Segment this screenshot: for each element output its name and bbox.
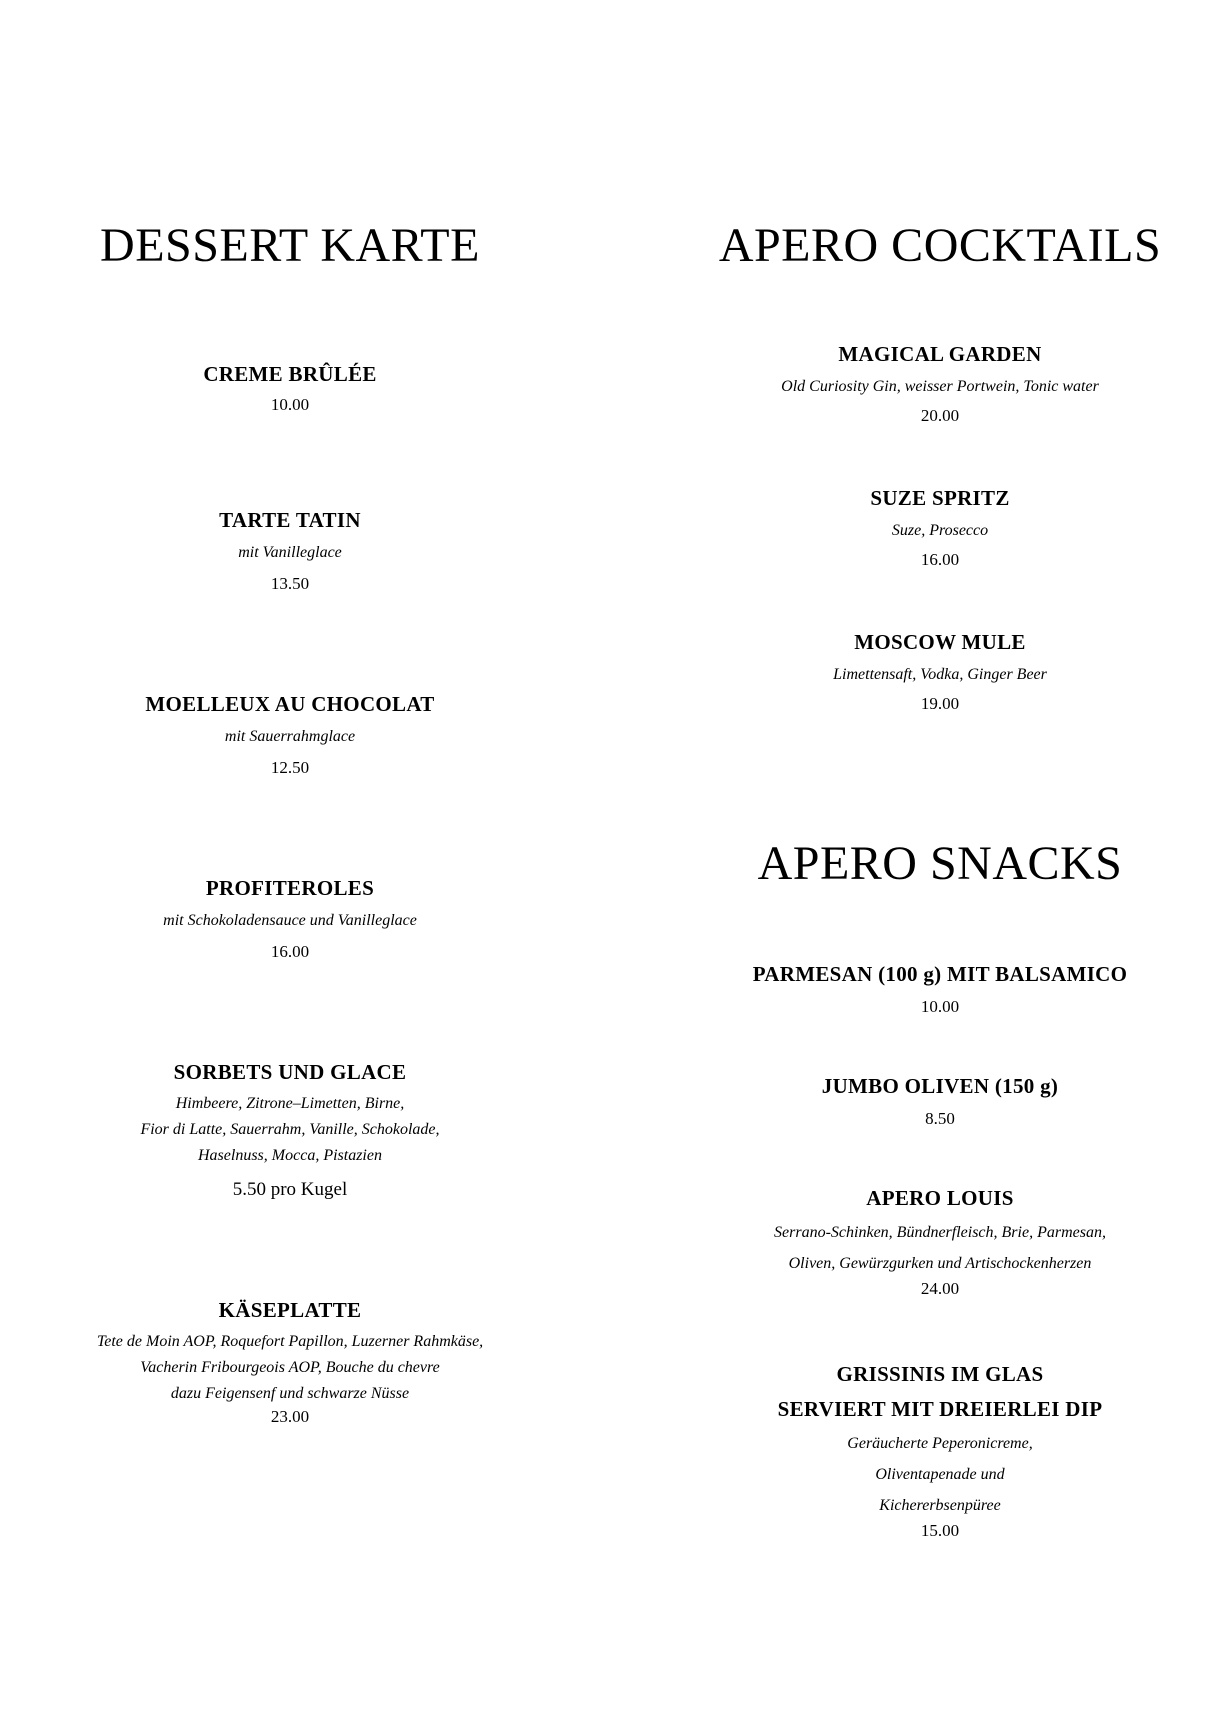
snacks-title: APERO SNACKS [757,837,1123,890]
item-name: PROFITEROLES [205,876,375,900]
item-name: MAGICAL GARDEN [838,342,1042,366]
apero-column [680,0,1200,1728]
item-description: Old Curiosity Gin, weisser Portwein, Tonic water [781,378,1099,396]
item-name-line: SERVIERT MIT DREIERLEI DIP [777,1397,1103,1422]
description-line: Tete de Moin AOP, Roquefort Papillon, Luzerner Rahmkäse, [96,1333,484,1351]
item-price: 10.00 [920,997,960,1017]
item-price: 16.00 [270,942,310,962]
menu-item-sorbets-und-glace [30,1060,550,1202]
item-price: 5.50 pro Kugel [232,1179,348,1201]
dessert-title: DESSERT KARTE [100,219,480,272]
menu-item-tarte-tatin [30,508,550,595]
description-line: Kichererbsenpüree [879,1497,1001,1515]
item-description [680,1428,1200,1521]
menu-item-moscow-mule [680,630,1200,715]
description-line: Geräucherte Peperonicreme, [847,1435,1033,1453]
menu-item-kaeseplatte [30,1298,550,1428]
description-line: Fior di Latte, Sauerrahm, Vanille, Schokolade, [140,1121,440,1139]
item-price: 19.00 [920,694,960,714]
item-description: mit Sauerrahmglace [224,728,356,746]
menu-item-magical-garden [680,342,1200,427]
item-description [680,1217,1200,1279]
item-name: TARTE TATIN [219,508,361,532]
item-name: SUZE SPRITZ [870,486,1010,510]
description-line: Serrano-Schinken, Bündnerfleisch, Brie, Parmesan, [774,1224,1106,1242]
menu-item-grissinis-im-glas [680,1362,1200,1542]
menu-item-moelleux-au-chocolat [30,692,550,779]
item-name: JUMBO OLIVEN (150 g) [821,1074,1059,1098]
description-line: Vacherin Fribourgeois AOP, Bouche du chevre [140,1359,440,1377]
item-price: 12.50 [270,758,310,778]
item-description: Suze, Prosecco [891,522,989,540]
item-price: 16.00 [920,550,960,570]
item-name: MOSCOW MULE [854,630,1026,654]
item-description [30,1329,550,1407]
item-price: 24.00 [920,1279,960,1299]
menu-item-suze-spritz [680,486,1200,571]
item-name-line: GRISSINIS IM GLAS [836,1362,1044,1386]
item-name: APERO LOUIS [866,1186,1014,1210]
menu-item-apero-louis [680,1186,1200,1300]
item-price: 23.00 [270,1407,310,1427]
description-line: dazu Feigensenf und schwarze Nüsse [170,1385,410,1403]
item-price: 15.00 [920,1521,960,1541]
item-price: 10.00 [270,395,310,415]
item-price: 13.50 [270,574,310,594]
item-description: mit Vanilleglace [238,544,342,562]
description-line: Oliventapenade und [875,1466,1005,1484]
description-line: Oliven, Gewürzgurken und Artischockenherzen [788,1255,1092,1273]
menu-item-profiteroles [30,876,550,963]
item-name: SORBETS UND GLACE [173,1060,407,1084]
item-description [30,1091,550,1169]
dessert-column [30,0,550,1728]
item-price: 8.50 [925,1109,955,1129]
item-name: PARMESAN (100 g) MIT BALSAMICO [752,962,1128,986]
menu-item-parmesan [680,962,1200,1018]
menu-item-jumbo-oliven [680,1074,1200,1130]
item-name: KÄSEPLATTE [218,1298,362,1322]
item-price: 20.00 [920,406,960,426]
description-line: Himbeere, Zitrone–Limetten, Birne, [175,1095,405,1113]
item-description: mit Schokoladensauce und Vanilleglace [163,912,417,930]
menu-item-creme-brulee [30,362,550,416]
item-description: Limettensaft, Vodka, Ginger Beer [833,666,1047,684]
item-name: MOELLEUX AU CHOCOLAT [145,692,435,716]
cocktails-title: APERO COCKTAILS [718,219,1162,272]
item-name: CREME BRÛLÉE [203,362,377,386]
description-line: Haselnuss, Mocca, Pistazien [198,1147,382,1165]
